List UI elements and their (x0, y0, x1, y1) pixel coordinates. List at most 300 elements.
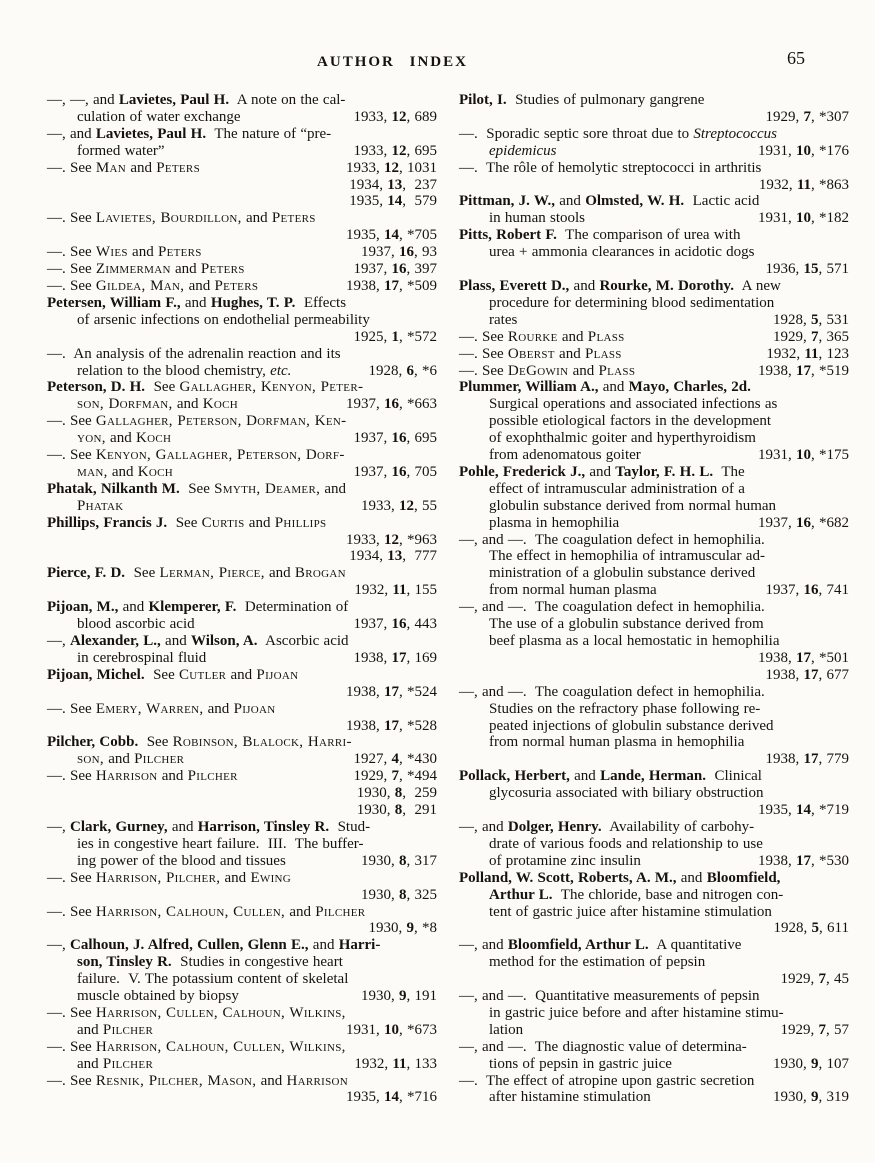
entry-line (47, 363, 437, 380)
entry-text: Studies on the refractory phase following re- (489, 700, 761, 717)
entry-line (47, 244, 437, 261)
entry-line (459, 346, 849, 363)
citation: 1933, 12, 689 (353, 108, 437, 125)
entry-text: Pierce, F. D. See Lerman, Pierce, and Brogan (47, 565, 346, 582)
entry-line (459, 1022, 849, 1039)
entry-text: —, —, and Lavietes, Paul H. A note on the cal- (47, 92, 346, 108)
entry-line (47, 109, 437, 126)
entry-text: son, and Pilcher (77, 751, 185, 768)
entry-line (47, 227, 437, 244)
entry-line (47, 616, 437, 633)
entry-line (459, 768, 849, 785)
entry-text: —, and Dolger, Henry. Availability of carbohy- (459, 818, 755, 835)
entry-line (47, 667, 437, 684)
entry-text: in human stools (489, 210, 586, 227)
entry-text: The effect in hemophilia of intramuscular ad- (489, 548, 765, 565)
citation: 1929, 7, 365 (773, 328, 849, 345)
entry-line (459, 413, 849, 430)
citation: 1932, 11, *863 (758, 176, 849, 193)
index-entry (47, 599, 437, 633)
citation: 1930, 8, 291 (356, 802, 437, 819)
entry-text: in cerebrospinal fluid (77, 649, 207, 666)
entry-text: from normal human plasma (489, 582, 657, 599)
index-entry (459, 768, 849, 819)
citation: 1937, 16, 695 (353, 430, 437, 447)
entry-line (47, 295, 437, 312)
running-title: AUTHOR INDEX (317, 54, 468, 70)
index-entry (459, 363, 849, 380)
entry-text: of exophthalmic goiter and hyperthyroidism (489, 430, 756, 447)
entry-line (47, 853, 437, 870)
index-entry (47, 937, 437, 1005)
entry-text: glycosuria associated with biliary obstruction (489, 785, 764, 802)
index-entry (47, 870, 437, 904)
entry-line (459, 227, 849, 244)
citation: 1937, 16, 93 (361, 244, 437, 261)
entry-line (459, 244, 849, 261)
entry-text: Arthur L. The chloride, base and nitrogen con- (489, 886, 784, 903)
entry-line (47, 278, 437, 295)
entry-line (459, 1005, 849, 1022)
entry-line (459, 802, 849, 819)
citation: 1928, 6, *6 (368, 362, 437, 379)
citation: 1932, 11, 155 (354, 582, 437, 599)
entry-text: and Pilcher (77, 1021, 154, 1038)
citation: 1930, 8, 317 (361, 852, 437, 869)
entry-line (47, 701, 437, 718)
entry-line (459, 363, 849, 380)
entry-text: ies in congestive heart failure. III. The buffer- (77, 835, 364, 852)
index-entry (459, 870, 849, 938)
entry-text: —, Alexander, L., and Wilson, A. Ascorbic acid (47, 633, 349, 649)
citation: 1933, 12, *963 (346, 531, 437, 548)
entry-line (47, 734, 437, 751)
entry-line (47, 904, 437, 921)
entry-text: —. See Harrison, Calhoun, Cullen, and Pilcher (47, 903, 366, 920)
entry-text: —. The effect of atropine upon gastric secretion (459, 1072, 755, 1089)
index-entry (47, 1005, 437, 1039)
entry-text: —, Clark, Gurney, and Harrison, Tinsley R. Stud- (47, 818, 371, 835)
entry-text: —. See Emery, Warren, and Pijoan (47, 700, 276, 717)
entry-line (459, 616, 849, 633)
index-entry (47, 515, 437, 566)
entry-line (459, 1056, 849, 1073)
entry-text: of protamine zinc insulin (489, 852, 641, 869)
entry-line (459, 633, 849, 650)
entry-text: ing power of the blood and tissues (77, 852, 286, 869)
citation: 1929, 7, *307 (765, 108, 849, 125)
entry-text: drate of various foods and relationship to use (489, 835, 763, 852)
entry-text: and Pilcher (77, 1055, 154, 1072)
entry-text: culation of water exchange (77, 108, 241, 125)
entry-line (47, 177, 437, 194)
entry-line (47, 210, 437, 227)
index-entry (47, 295, 437, 346)
citation: 1935, 14, *705 (346, 227, 437, 244)
index-entry (47, 1039, 437, 1073)
entry-line (459, 1089, 849, 1106)
entry-text: Pollack, Herbert, and Lande, Herman. Clinical (459, 768, 762, 785)
entry-line (47, 1005, 437, 1022)
entry-text: —, and —. Quantitative measurements of pepsin (459, 988, 760, 1005)
citation: 1930, 9, 319 (773, 1089, 849, 1106)
entry-line (459, 785, 849, 802)
citation: 1937, 16, *682 (758, 514, 849, 531)
citation: 1931, 10, *182 (758, 210, 849, 227)
index-entry (47, 667, 437, 701)
citation: 1935, 14, *719 (758, 802, 849, 819)
entry-text: —. See DeGowin and Plass (459, 362, 636, 379)
citation: 1938, 17, 779 (765, 751, 849, 768)
citation: 1928, 5, 531 (773, 311, 849, 328)
entry-text: —. See Gildea, Man, and Peters (47, 277, 259, 294)
index-column-1 (47, 92, 437, 1106)
index-entry (47, 481, 437, 515)
index-entry (47, 904, 437, 938)
citation: 1938, 17, 169 (353, 649, 437, 666)
entry-line (47, 464, 437, 481)
entry-line (459, 819, 849, 836)
entry-line (459, 1073, 849, 1090)
index-entry (47, 734, 437, 768)
entry-line (47, 870, 437, 887)
index-entry (47, 278, 437, 295)
entry-text: in gastric juice before and after histamine stimu- (489, 1004, 784, 1021)
index-entry (47, 565, 437, 599)
entry-line (459, 920, 849, 937)
entry-line (47, 971, 437, 988)
entry-text: epidemicus (489, 142, 557, 159)
index-entry (459, 464, 849, 532)
entry-line (47, 684, 437, 701)
entry-text: —. The rôle of hemolytic streptococci in arthritis (459, 159, 762, 176)
entry-line (47, 92, 437, 109)
entry-line (47, 937, 437, 954)
index-column-2 (459, 92, 849, 1106)
citation: 1935, 14, 579 (349, 193, 437, 210)
citation: 1937, 16, 443 (353, 616, 437, 633)
entry-text: beef plasma as a local hemostatic in hemophilia (489, 633, 780, 649)
citation: 1929, 7, 57 (780, 1021, 849, 1038)
entry-text: muscle obtained by biopsy (77, 988, 239, 1005)
citation: 1930, 9, 191 (361, 988, 437, 1005)
entry-text: Phillips, Francis J. See Curtis and Phillips (47, 514, 327, 531)
entry-text: —. See Rourke and Plass (459, 328, 625, 345)
entry-line (459, 650, 849, 667)
entry-line (47, 143, 437, 160)
entry-line (47, 329, 437, 346)
entry-text: Pohle, Frederick J., and Taylor, F. H. L. The (459, 463, 745, 480)
entry-text: —, and —. The coagulation defect in hemophilia. (459, 599, 765, 616)
entry-text: plasma in hemophilia (489, 514, 620, 531)
index-entry (459, 819, 849, 870)
entry-text: —. See Lavietes, Bourdillon, and Peters (47, 210, 316, 227)
entry-text: —, and Bloomfield, Arthur L. A quantitative (459, 937, 742, 954)
index-entry (47, 1073, 437, 1107)
entry-line (47, 548, 437, 565)
entry-line (459, 430, 849, 447)
entry-line (459, 177, 849, 194)
entry-line (47, 1022, 437, 1039)
entry-text: Petersen, William F., and Hughes, T. P. Effects (47, 294, 347, 311)
entry-line (459, 1039, 849, 1056)
entry-line (47, 768, 437, 785)
entry-line (459, 853, 849, 870)
entry-text: —. See Harrison, Pilcher, and Ewing (47, 869, 292, 886)
index-entry (459, 684, 849, 769)
entry-text: from normal human plasma in hemophilia (489, 734, 745, 751)
entry-line (459, 329, 849, 346)
entry-text: Pitts, Robert F. The comparison of urea with (459, 227, 741, 244)
entry-line (459, 160, 849, 177)
entry-line (47, 430, 437, 447)
index-entry (47, 210, 437, 244)
entry-text: Peterson, D. H. See Gallagher, Kenyon, Peter- (47, 379, 364, 396)
index-entry (47, 768, 437, 819)
index-entry (459, 1073, 849, 1107)
index-entry (47, 92, 437, 126)
citation: 1937, 16, 741 (765, 582, 849, 599)
entry-line (47, 565, 437, 582)
entry-line (47, 346, 437, 363)
entry-line (459, 701, 849, 718)
citation: 1931, 10, *175 (758, 447, 849, 464)
citation: 1929, 7, *494 (353, 768, 437, 785)
entry-text: lation (489, 1021, 524, 1038)
entry-text: method for the estimation of pepsin (489, 954, 706, 971)
entry-line (459, 464, 849, 481)
entry-line (47, 802, 437, 819)
citation: 1938, 17, *524 (346, 683, 437, 700)
entry-line (459, 532, 849, 549)
entry-line (47, 1073, 437, 1090)
index-entry (47, 633, 437, 667)
entry-text: after histamine stimulation (489, 1089, 651, 1106)
index-entry (47, 261, 437, 278)
entry-text: Plass, Everett D., and Rourke, M. Dorothy. A new (459, 277, 781, 294)
index-entry (459, 193, 849, 227)
entry-text: Phatak, Nilkanth M. See Smyth, Deamer, and (47, 480, 347, 497)
entry-text: from adenomatous goiter (489, 447, 641, 464)
index-entry (459, 92, 849, 126)
entry-line (459, 126, 849, 143)
entry-text: —, and Lavietes, Paul H. The nature of “pre- (47, 125, 332, 142)
index-entry (47, 160, 437, 211)
entry-line (459, 667, 849, 684)
entry-line (459, 904, 849, 921)
entry-text: relation to the blood chemistry, etc. (77, 362, 292, 379)
entry-line (459, 447, 849, 464)
entry-text: yon, and Koch (77, 430, 172, 447)
entry-line (47, 751, 437, 768)
entry-line (47, 819, 437, 836)
entry-text: —, and —. The diagnostic value of determina- (459, 1038, 747, 1055)
entry-line (47, 718, 437, 735)
citation: 1930, 8, 259 (356, 785, 437, 802)
page-number: 65 (787, 48, 805, 68)
entry-line (459, 718, 849, 735)
entry-text: —, and —. The coagulation defect in hemophilia. (459, 531, 765, 548)
entry-line (459, 396, 849, 413)
entry-text: —. See Gallagher, Peterson, Dorfman, Ken- (47, 413, 347, 430)
entry-line (459, 193, 849, 210)
entry-text: —. See Zimmerman and Peters (47, 261, 245, 278)
entry-line (47, 396, 437, 413)
entry-text: Pilcher, Cobb. See Robinson, Blalock, Harri- (47, 734, 352, 751)
entry-text: Phatak (77, 497, 124, 514)
entry-line (47, 447, 437, 464)
index-entry (47, 819, 437, 870)
entry-text: effect of intramuscular administration of a (489, 480, 745, 497)
entry-line (459, 312, 849, 329)
citation: 1931, 10, *673 (346, 1021, 437, 1038)
index-entry (459, 227, 849, 278)
entry-text: peated injections of globulin substance derived (489, 717, 774, 734)
index-entry (459, 160, 849, 194)
entry-text: —. See Kenyon, Gallagher, Peterson, Dorf- (47, 447, 345, 464)
citation: 1938, 17, 677 (765, 666, 849, 683)
citation: 1936, 15, 571 (765, 261, 849, 278)
entry-line (47, 261, 437, 278)
entry-text: failure. V. The potassium content of skeletal (77, 971, 349, 988)
citation: 1938, 17, *530 (758, 852, 849, 869)
citation: 1932, 11, 123 (766, 345, 849, 362)
entry-text: —. See Harrison and Pilcher (47, 768, 238, 785)
citation: 1934, 13, 777 (349, 548, 437, 565)
entry-text: —. See Wies and Peters (47, 244, 202, 261)
entry-text: —. Sporadic septic sore throat due to Streptococcus (459, 125, 777, 142)
entry-text: Polland, W. Scott, Roberts, A. M., and Bloomfield, (459, 869, 781, 886)
entry-line (47, 954, 437, 971)
entry-line (47, 836, 437, 853)
entry-text: Plummer, William A., and Mayo, Charles, 2d. (459, 379, 751, 396)
entry-text: —. See Harrison, Calhoun, Cullen, Wilkins, (47, 1038, 346, 1055)
entry-text: procedure for determining blood sedimentation (489, 294, 775, 311)
entry-line (459, 582, 849, 599)
entry-line (47, 1089, 437, 1106)
entry-line (459, 143, 849, 160)
citation: 1938, 17, *528 (346, 717, 437, 734)
entry-text: —. See Resnik, Pilcher, Mason, and Harrison (47, 1072, 349, 1089)
citation: 1937, 16, 705 (353, 463, 437, 480)
citation: 1933, 12, 695 (353, 142, 437, 159)
entry-text: blood ascorbic acid (77, 616, 195, 633)
entry-line (459, 870, 849, 887)
entry-line (459, 565, 849, 582)
entry-text: of arsenic infections on endothelial permeability (77, 311, 370, 328)
entry-line (459, 988, 849, 1005)
index-entry (47, 447, 437, 481)
entry-line (47, 633, 437, 650)
citation: 1932, 11, 133 (354, 1055, 437, 1072)
entry-line (459, 599, 849, 616)
entry-line (459, 379, 849, 396)
entry-line (459, 515, 849, 532)
citation: 1938, 17, *509 (346, 277, 437, 294)
entry-line (47, 532, 437, 549)
index-entry (47, 346, 437, 380)
entry-text: son, Tinsley R. Studies in congestive heart (77, 954, 343, 971)
index-entry (47, 701, 437, 735)
index-entry (459, 1039, 849, 1073)
citation: 1937, 16, *663 (346, 396, 437, 413)
entry-text: son, Dorfman, and Koch (77, 396, 238, 413)
entry-text: globulin substance derived from normal human (489, 497, 777, 514)
entry-text: —, and —. The coagulation defect in hemophilia. (459, 683, 765, 700)
entry-line (459, 836, 849, 853)
entry-line (47, 481, 437, 498)
entry-text: —. An analysis of the adrenalin reaction and its (47, 345, 341, 362)
entry-line (459, 278, 849, 295)
entry-line (47, 1039, 437, 1056)
citation: 1930, 8, 325 (361, 886, 437, 903)
index-entry (459, 126, 849, 160)
entry-line (47, 599, 437, 616)
entry-line (47, 887, 437, 904)
index-entry (459, 532, 849, 600)
entry-line (459, 971, 849, 988)
entry-line (459, 210, 849, 227)
citation: 1933, 12, 1031 (346, 159, 437, 176)
entry-line (459, 937, 849, 954)
entry-text: rates (489, 311, 518, 328)
citation: 1934, 13, 237 (349, 176, 437, 193)
entry-text: Surgical operations and associated infections as (489, 396, 778, 413)
citation: 1930, 9, *8 (368, 920, 437, 937)
citation: 1935, 14, *716 (346, 1089, 437, 1106)
entry-line (47, 126, 437, 143)
index-entry (47, 244, 437, 261)
index-columns (47, 92, 849, 1106)
entry-text: tions of pepsin in gastric juice (489, 1055, 672, 1072)
entry-line (459, 498, 849, 515)
entry-line (47, 650, 437, 667)
entry-text: —. See Harrison, Cullen, Calhoun, Wilkins, (47, 1004, 346, 1021)
entry-text: Pilot, I. Studies of pulmonary gangrene (459, 92, 705, 108)
entry-line (459, 109, 849, 126)
index-entry (459, 346, 849, 363)
entry-line (459, 261, 849, 278)
entry-line (459, 734, 849, 751)
entry-line (459, 684, 849, 701)
index-entry (459, 278, 849, 329)
entry-line (459, 751, 849, 768)
entry-text: The use of a globulin substance derived from (489, 616, 764, 633)
index-entry (47, 379, 437, 413)
entry-line (459, 295, 849, 312)
entry-line (47, 498, 437, 515)
entry-text: urea + ammonia clearances in acidotic dogs (489, 244, 755, 261)
citation: 1928, 5, 611 (773, 920, 849, 937)
entry-text: Pijoan, M., and Klemperer, F. Determination of (47, 599, 349, 616)
entry-text: tent of gastric juice after histamine stimulation (489, 903, 772, 920)
entry-text: ministration of a globulin substance derived (489, 565, 756, 582)
citation: 1938, 17, *519 (758, 362, 849, 379)
entry-text: —. See Man and Peters (47, 159, 200, 176)
entry-line (47, 785, 437, 802)
entry-line (47, 988, 437, 1005)
citation: 1930, 9, 107 (773, 1055, 849, 1072)
citation: 1933, 12, 55 (361, 497, 437, 514)
entry-line (47, 1056, 437, 1073)
index-entry (459, 937, 849, 988)
entry-line (459, 548, 849, 565)
entry-line (459, 92, 849, 109)
entry-text: possible etiological factors in the development (489, 413, 772, 430)
citation: 1937, 16, 397 (353, 261, 437, 278)
citation: 1927, 4, *430 (353, 751, 437, 768)
entry-text: formed water” (77, 142, 165, 159)
